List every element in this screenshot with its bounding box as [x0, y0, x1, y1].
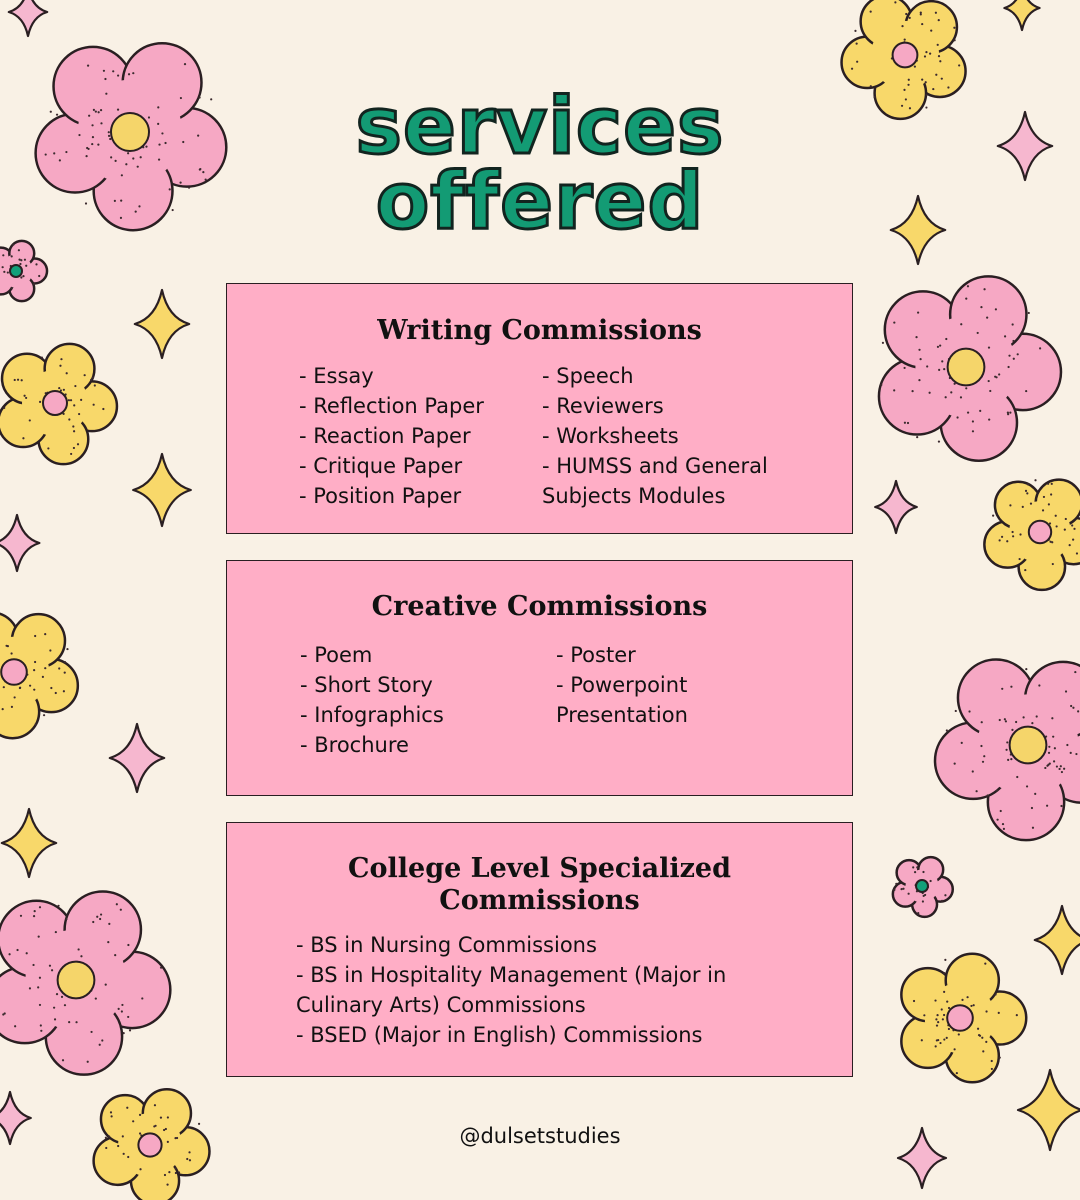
sparkle-icon [1004, 0, 1039, 30]
flower-icon [893, 857, 953, 917]
flower-icon [901, 954, 1026, 1083]
creative-commissions-box [226, 560, 853, 796]
list-item: - Infographics [300, 703, 444, 727]
list-item: - Position Paper [299, 484, 462, 508]
list-item: - Reaction Paper [299, 424, 471, 448]
flower-icon [0, 241, 47, 301]
sparkle-icon [110, 724, 164, 792]
sparkle-icon [135, 290, 189, 358]
flower-icon [935, 660, 1080, 841]
writing-commissions-heading: Writing Commissions [377, 315, 702, 346]
list-item: - Poster [556, 643, 636, 667]
title-line-offered: offered [375, 157, 705, 247]
writing-list-left [299, 361, 484, 511]
list-item: - HUMSS and General [542, 454, 768, 478]
list-item: - Worksheets [542, 424, 679, 448]
college-commissions-box [226, 822, 853, 1077]
list-item: - Short Story [300, 673, 433, 697]
college-commissions-heading-line2: Commissions [439, 885, 640, 916]
list-item: Subjects Modules [542, 484, 726, 508]
sparkle-icon [2, 809, 56, 877]
sparkle-icon [875, 481, 917, 533]
creative-commissions-heading: Creative Commissions [371, 591, 708, 622]
sparkle-icon [0, 515, 39, 571]
flower-icon [0, 613, 78, 739]
college-list [296, 930, 726, 1050]
sparkle-icon [1035, 906, 1080, 974]
list-item: - Essay [299, 364, 374, 388]
list-item: - Reviewers [542, 394, 664, 418]
writing-list-right [542, 361, 768, 511]
list-item: - Brochure [300, 733, 409, 757]
flower-icon [984, 479, 1080, 590]
list-item: - BSED (Major in English) Commissions [296, 1023, 703, 1047]
list-item: Culinary Arts) Commissions [296, 993, 586, 1017]
list-item: - BS in Hospitality Management (Major in [296, 963, 727, 987]
list-item: - Reflection Paper [299, 394, 484, 418]
list-item: - Powerpoint [556, 673, 688, 697]
creative-list-left [300, 640, 444, 760]
flower-icon [0, 891, 170, 1074]
flower-icon [0, 344, 117, 464]
writing-commissions-box [226, 283, 853, 534]
list-item: - BS in Nursing Commissions [296, 933, 597, 957]
list-item: - Critique Paper [299, 454, 463, 478]
list-item: - Speech [542, 364, 634, 388]
creative-list-right [556, 640, 688, 730]
social-handle: @dulsetstudies [459, 1124, 621, 1148]
title-line-services: services [355, 82, 725, 172]
college-commissions-heading-line1: College Level Specialized [348, 853, 731, 884]
list-item: Presentation [556, 703, 688, 727]
flower-icon [879, 276, 1061, 460]
sparkle-icon [133, 454, 191, 526]
list-item: - Poem [300, 643, 373, 667]
sparkle-icon [9, 0, 47, 36]
